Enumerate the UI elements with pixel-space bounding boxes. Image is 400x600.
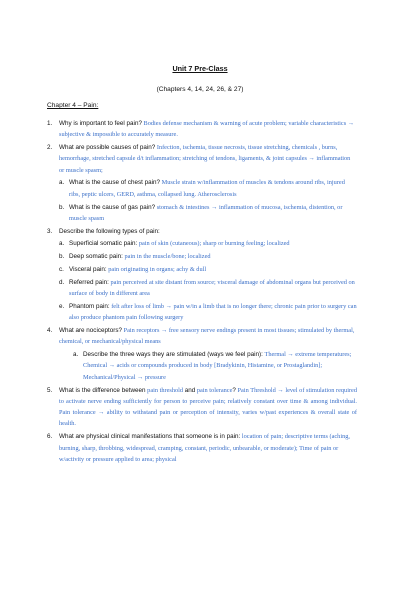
answer-text: location of pain; descriptive terms (aching, burning, sharp, throbbing, widespread, cramping, constant, periodic, unbearable, or moderate); Time of pain or w/activity or pressure applied to area; physical [59,433,350,463]
question-text: Superficial somatic pain: [69,240,138,248]
question-4a [47,349,357,383]
question-number: 3. [47,227,53,235]
question-4 [47,325,357,348]
question-number: d. [59,278,65,286]
page-title: Unit 7 Pre-Class [172,64,228,73]
question-text: Describe the three ways they are stimulated (ways we feel pain): [83,351,263,359]
question-2a [47,177,357,200]
question-text: Why is important to feel pain? [59,120,142,127]
question-number: 1. [47,120,53,127]
answer-text: pain originating in organs; achy & dull [108,266,207,274]
answer-text: pain perceived at site distant from source; visceral damage of abdominal organs but perceived on surface of body in different area [69,278,355,298]
question-term: pain threshold [147,386,184,394]
question-number: 2. [47,144,53,152]
question-number: a. [59,240,65,248]
question-3b [47,251,357,262]
question-number: 5. [47,386,53,394]
question-3c [47,264,357,275]
answer-text: Bodies defense mechanism & warning of acute problem; variable characteristics → subjective & impossible to accurately measure. [59,120,355,139]
answer-text: Infection, ischemia, tissue necrosis, tissue stretching, chemicals , burns, hemorrhage, stretched capsule d/t inflammation; stretching of tendons, ligaments, & joint capsules → inflammation or muscle spasm; [59,144,351,174]
question-3a [47,238,357,249]
question-term: pain tolerance [196,386,233,394]
answer-text: Muscle strain w/inflammation of muscles & tendons around ribs, injured ribs, peptic ulcers, GERD, asthma, collapsed lung. Atherosclerosis [69,179,345,198]
question-3e [47,301,357,324]
question-list [47,118,357,467]
question-number: a. [73,351,79,359]
question-text: ? [232,386,236,394]
chapter-heading: Chapter 4 – Pain: [47,102,99,109]
answer-text: pain of skin (cutaneous); sharp or burning feeling; localized [138,240,290,248]
question-text: and [184,386,196,394]
question-number: e. [59,302,65,310]
question-1 [47,118,357,141]
question-number: 6. [47,433,53,441]
answer-text: Pain receptors → free sensory nerve endings present in most tissues; stimulated by thermal, chemical, or mechanical/physical means [59,327,355,346]
question-6 [47,431,357,465]
question-3 [47,226,357,237]
answer-text: pain in the muscle/bone; localized [124,253,211,261]
question-5 [47,385,357,430]
question-number: b. [59,203,65,211]
question-text: Visceral pain: [69,266,107,274]
answer-text: Pain Threshold → level of stimulation required to activate nerve ending sufficiently for person to perceive pain; relatively constant over time & among individual. Pain tolerance → ability to withstand pain or perception of intensity, varies w/past experiences & overall state of health. [59,386,357,428]
question-number: c. [59,266,64,274]
question-text: What are physical clinical manifestations that someone is in pain: [59,433,241,441]
question-number: a. [59,179,65,187]
question-2 [47,142,357,176]
question-text: What is the difference between [59,386,146,394]
page-subtitle: (Chapters 4, 14, 24, 26, & 27) [156,86,244,93]
question-2b [47,202,357,225]
question-text: What are nociceptors? [59,327,122,335]
answer-text: Thermal → extreme temperatures; Chemical → acids or compounds produced in body [Bradykinin, Histamine, or Prostaglandin]; Mechanical/Physical → pressure [83,351,352,381]
question-number: 4. [47,327,53,335]
answer-text: stomach & intestines → inflammation of mucosa, ischemia, distention, or muscle spasm [69,203,343,222]
question-text: What is the cause of chest pain? [69,179,161,187]
question-text: Phantom pain: [69,302,110,310]
question-text: Describe the following types of pain: [59,227,160,235]
question-number: b. [59,253,65,261]
question-text: Deep somatic pain: [69,253,123,261]
answer-text: felt after loss of limb → pain w/in a limb that is no longer there; chronic pain prior to surgery can also produce phantom pain following surgery [69,302,357,322]
question-3d [47,277,357,300]
question-text: What is the cause of gas pain? [69,203,156,211]
question-text: Referred pain: [69,278,109,286]
question-text: What are possible causes of pain? [59,144,156,152]
